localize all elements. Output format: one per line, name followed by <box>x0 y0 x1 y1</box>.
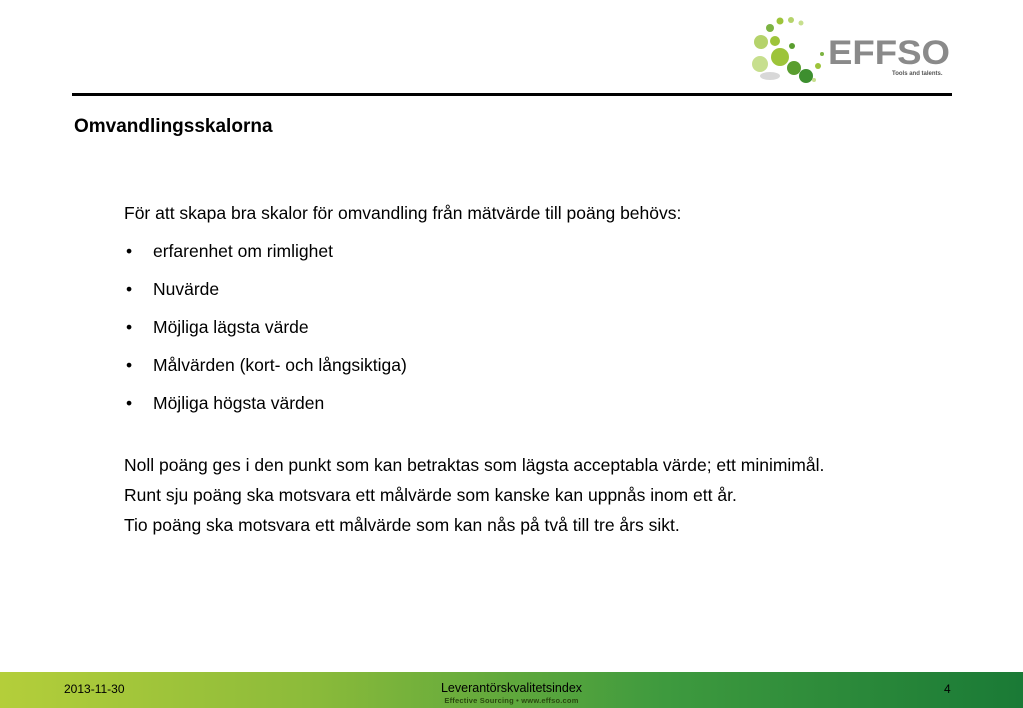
paragraph: Tio poäng ska motsvara ett målvärde som kan nås på två till tre års sikt. <box>124 515 680 535</box>
list-item <box>124 277 984 301</box>
list-item-text: erfarenhet om rimlighet <box>153 241 333 261</box>
paragraph: Noll poäng ges i den punkt som kan betraktas som lägsta acceptabla värde; ett minimimål. <box>124 455 825 475</box>
header-rule <box>72 93 952 96</box>
list-item <box>124 315 984 339</box>
bullet-icon: • <box>126 393 133 413</box>
footer-subtitle: Effective Sourcing • www.effso.com <box>444 696 579 705</box>
footer-bar <box>0 672 1023 708</box>
bullet-list <box>124 239 984 415</box>
slide-body <box>124 201 984 543</box>
list-item <box>124 353 984 377</box>
footer-title: Leverantörskvalitetsindex <box>440 681 583 695</box>
slide-title: Omvandlingsskalorna <box>74 116 273 137</box>
intro-text: För att skapa bra skalor för omvandling från mätvärde till poäng behövs: <box>124 203 682 223</box>
list-item-text: Möjliga högsta värden <box>153 393 325 413</box>
effso-logo <box>748 12 958 86</box>
bullet-icon: • <box>126 355 133 375</box>
footer-date: 2013-11-30 <box>64 682 125 696</box>
footer-center <box>0 681 1023 705</box>
logo-wordmark: EFFSO <box>828 34 950 72</box>
bullet-icon: • <box>126 279 133 299</box>
paragraph-block <box>124 453 984 537</box>
logo-dots-icon <box>752 17 824 83</box>
bullet-icon: • <box>126 317 133 337</box>
list-item-text: Nuvärde <box>153 279 220 299</box>
page-number: 4 <box>944 682 951 696</box>
list-item-text: Möjliga lägsta värde <box>153 317 309 337</box>
list-item-text: Målvärden (kort- och långsiktiga) <box>153 355 407 375</box>
logo-tagline: Tools and talents. <box>892 71 943 77</box>
list-item <box>124 239 984 263</box>
paragraph: Runt sju poäng ska motsvara ett målvärde som kanske kan uppnås inom ett år. <box>124 485 737 505</box>
list-item <box>124 391 984 415</box>
bullet-icon: • <box>126 241 133 261</box>
